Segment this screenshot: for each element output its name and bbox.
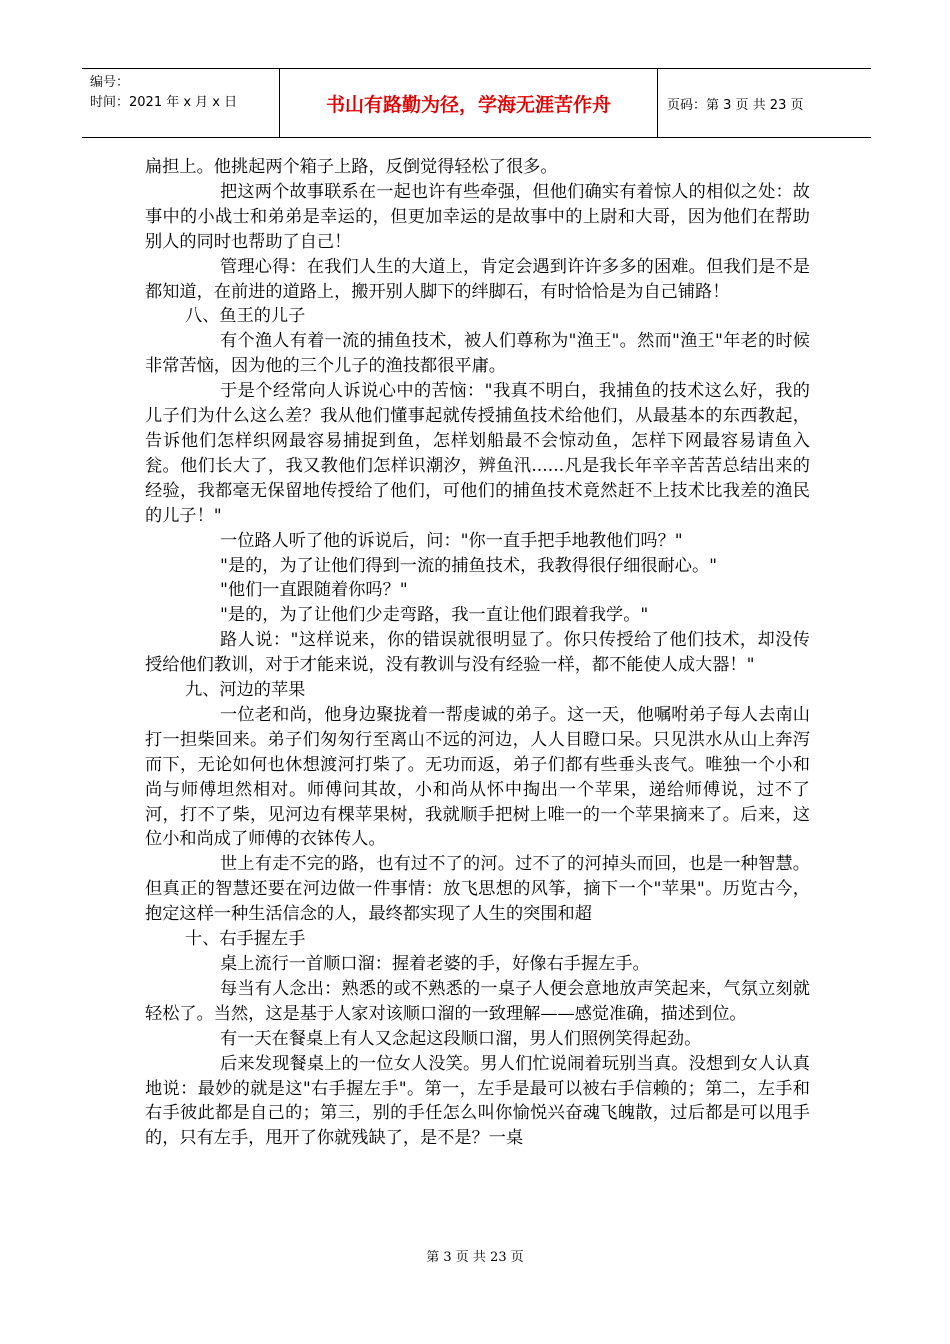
paragraph: 每当有人念出：熟悉的或不熟悉的一桌子人便会意地放声笑起来，气氛立刻就轻松了。当然，这是基于人家对该顺口溜的一致理解——感觉准确，描述到位。 [145, 978, 810, 1024]
paragraph: 一位路人听了他的诉说后，问："你一直手把手地教他们吗？" [220, 530, 683, 551]
section-heading: 九、河边的苹果 [185, 680, 306, 701]
paragraph: "是的，为了让他们得到一流的捕鱼技术，我教得很仔细很耐心。" [220, 555, 718, 576]
paragraph: 世上有走不完的路，也有过不了的河。过不了的河掉头而回，也是一种智慧。但真正的智慧还要在河边做一件事情：放飞思想的风筝，摘下一个"苹果"。历览古今，抱定这样一种生活信念的人，最终都实现了人生的突围和超 [145, 854, 810, 925]
header-meta [90, 73, 237, 113]
time-label: 时间：2021 年 x 月 x 日 [90, 95, 238, 110]
paragraph: 管理心得：在我们人生的大道上，肯定会遇到许许多多的困难。但我们是不是都知道，在前进的道路上，搬开别人脚下的绊脚石，有时恰恰是为自己铺路！ [145, 256, 810, 302]
paragraph: 路人说："这样说来，你的错误就很明显了。你只传授给了他们技术，却没传授给他们教训，对于才能来说，没有教训与没有经验一样，都不能使人成大器！" [145, 630, 810, 676]
page-footer: 第 3 页 共 23 页 [426, 1250, 524, 1265]
section-heading: 八、鱼王的儿子 [185, 306, 306, 327]
paragraph: 把这两个故事联系在一起也许有些牵强，但他们确实有着惊人的相似之处：故事中的小战士和弟弟是幸运的，但更加幸运的是故事中的上尉和大哥，因为他们在帮助别人的同时也帮助了自己！ [145, 181, 810, 252]
document-body [145, 155, 810, 1151]
header-page-info: 页码：第 3 页 共 23 页 [667, 97, 804, 113]
number-label: 编号： [90, 75, 130, 90]
paragraph: 有个渔人有着一流的捕鱼技术，被人们尊称为"渔王"。然而"渔王"年老的时候非常苦恼，因为他的三个儿子的渔技都很平庸。 [145, 331, 810, 377]
paragraph: 桌上流行一首顺口溜：握着老婆的手，好像右手握左手。 [220, 954, 650, 974]
section-heading: 十、右手握左手 [185, 929, 306, 950]
page-header [82, 68, 871, 138]
paragraph: 扁担上。他挑起两个箱子上路，反倒觉得轻松了很多。 [145, 157, 558, 177]
paragraph: 有一天在餐桌上有人又念起这段顺口溜，男人们照例笑得起劲。 [220, 1028, 702, 1049]
paragraph: "是的，为了让他们少走弯路，我一直让他们跟着我学。" [220, 605, 649, 626]
paragraph: 后来发现餐桌上的一位女人没笑。男人们忙说闹着玩别当真。没想到女人认真地说：最妙的就是这"右手握左手"。第一，左手是最可以被右手信赖的；第二，左手和右手彼此都是自己的；第三，别的手任怎么叫你愉悦兴奋魂飞魄散，过后都是可以甩手的，只有左手，甩开了你就残缺了，是不是？一桌 [145, 1053, 810, 1149]
paragraph: 一位老和尚，他身边聚拢着一帮虔诚的弟子。这一天，他嘱咐弟子每人去南山打一担柴回来。弟子们匆匆行至离山不远的河边，人人目瞪口呆。只见洪水从山上奔泻而下，无论如何也休想渡河打柴了。无功而返，弟子们都有些垂头丧气。唯独一个小和尚与师傅坦然相对。师傅问其故，小和尚从怀中掏出一个苹果，递给师傅说，过不了河，打不了柴，见河边有棵苹果树，我就顺手把树上唯一的一个苹果摘来了。后来，这位小和尚成了师傅的衣钵传人。 [145, 704, 810, 850]
paragraph: 于是个经常向人诉说心中的苦恼："我真不明白，我捕鱼的技术这么好，我的儿子们为什么这么差？我从他们懂事起就传授捕鱼技术给他们，从最基本的东西教起，告诉他们怎样织网最容易捕捉到鱼，怎样划船最不会惊动鱼，怎样下网最容易请鱼入瓮。他们长大了，我又教他们怎样识潮汐，辨鱼汛......凡是我长年辛辛苦苦总结出来的经验，我都毫无保留地传授给了他们，可他们的捕鱼技术竟然赶不上技术比我差的渔民的儿子！" [145, 381, 810, 526]
header-divider [657, 69, 658, 137]
paragraph: "他们一直跟随着你吗？" [220, 580, 408, 601]
header-motto: 书山有路勤为径，学海无涯苦作舟 [325, 93, 611, 116]
